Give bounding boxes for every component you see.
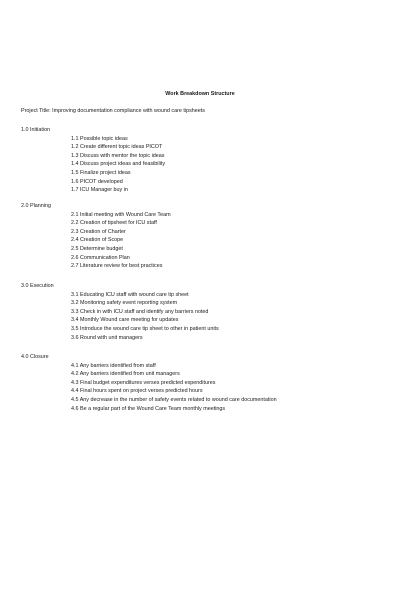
section-heading: 4.0 Closure	[21, 354, 49, 360]
list-item: 4.6 Be a regular part of the Wound Care Team monthly meetings	[71, 405, 226, 412]
list-item: 1.2 Create different topic ideas PICOT	[71, 144, 163, 151]
list-item: 4.5 Any decrease in the number of safety events related to wound care documentation	[71, 396, 277, 403]
list-item: 4.2 Any barriers identified from unit managers	[71, 371, 180, 378]
list-item: 4.3 Final budget expenditures verses predicted expenditures	[71, 379, 216, 386]
list-item: 3.3 Check in with ICU staff and identify any barriers noted	[71, 308, 209, 315]
list-item: 2.5 Determine budget	[71, 245, 123, 252]
list-item: 3.2 Monitoring safety event reporting system	[71, 300, 178, 307]
list-item: 2.1 Initial meeting with Wound Care Team	[71, 211, 171, 218]
list-item: 4.1 Any barriers identified from staff	[71, 362, 156, 369]
list-item: 1.3 Discuss with mentor the topic ideas	[71, 152, 165, 159]
section-initiation	[21, 126, 381, 195]
list-item: 1.4 Discuss project ideas and feasibility	[71, 161, 166, 168]
section-planning	[21, 202, 381, 271]
list-item: 2.3 Creation of Charter	[71, 228, 126, 235]
list-item: 2.4 Creation of Scope	[71, 237, 124, 244]
list-item: 4.4 Final hours spent on project verses predicted hours	[71, 388, 203, 395]
section-heading: 1.0 Initiation	[21, 127, 51, 133]
section-heading: 2.0 Planning	[21, 203, 51, 209]
project-title: Project Title: Improving documentation compliance with wound care tipsheets	[21, 108, 205, 114]
list-item: 1.6 PICOT developed	[71, 178, 123, 185]
list-item: 2.6 Communication Plan	[71, 254, 130, 261]
list-item: 1.5 Finalize project ideas	[71, 169, 131, 176]
section-heading: 3.0 Execution	[21, 283, 54, 289]
list-item: 3.4 Monthly Wound care meeting for updates	[71, 317, 179, 324]
list-item: 2.2 Creation of tipsheet for ICU staff	[71, 220, 157, 227]
section-closure	[21, 353, 381, 413]
list-item: 2.7 Literature review for best practices	[71, 263, 163, 270]
document-title: Work Breakdown Structure	[165, 91, 235, 97]
list-item: 3.1 Educating ICU staff with wound care tip sheet	[71, 291, 189, 298]
list-item: 3.6 Round with unit managers	[71, 334, 143, 341]
list-item: 3.5 Introduce the wound care tip sheet to other in patient units	[71, 325, 219, 332]
list-item: 1.1 Possible topic ideas	[71, 135, 128, 142]
list-item: 1.7 ICU Manager buy in	[71, 187, 128, 194]
section-execution	[21, 282, 381, 342]
